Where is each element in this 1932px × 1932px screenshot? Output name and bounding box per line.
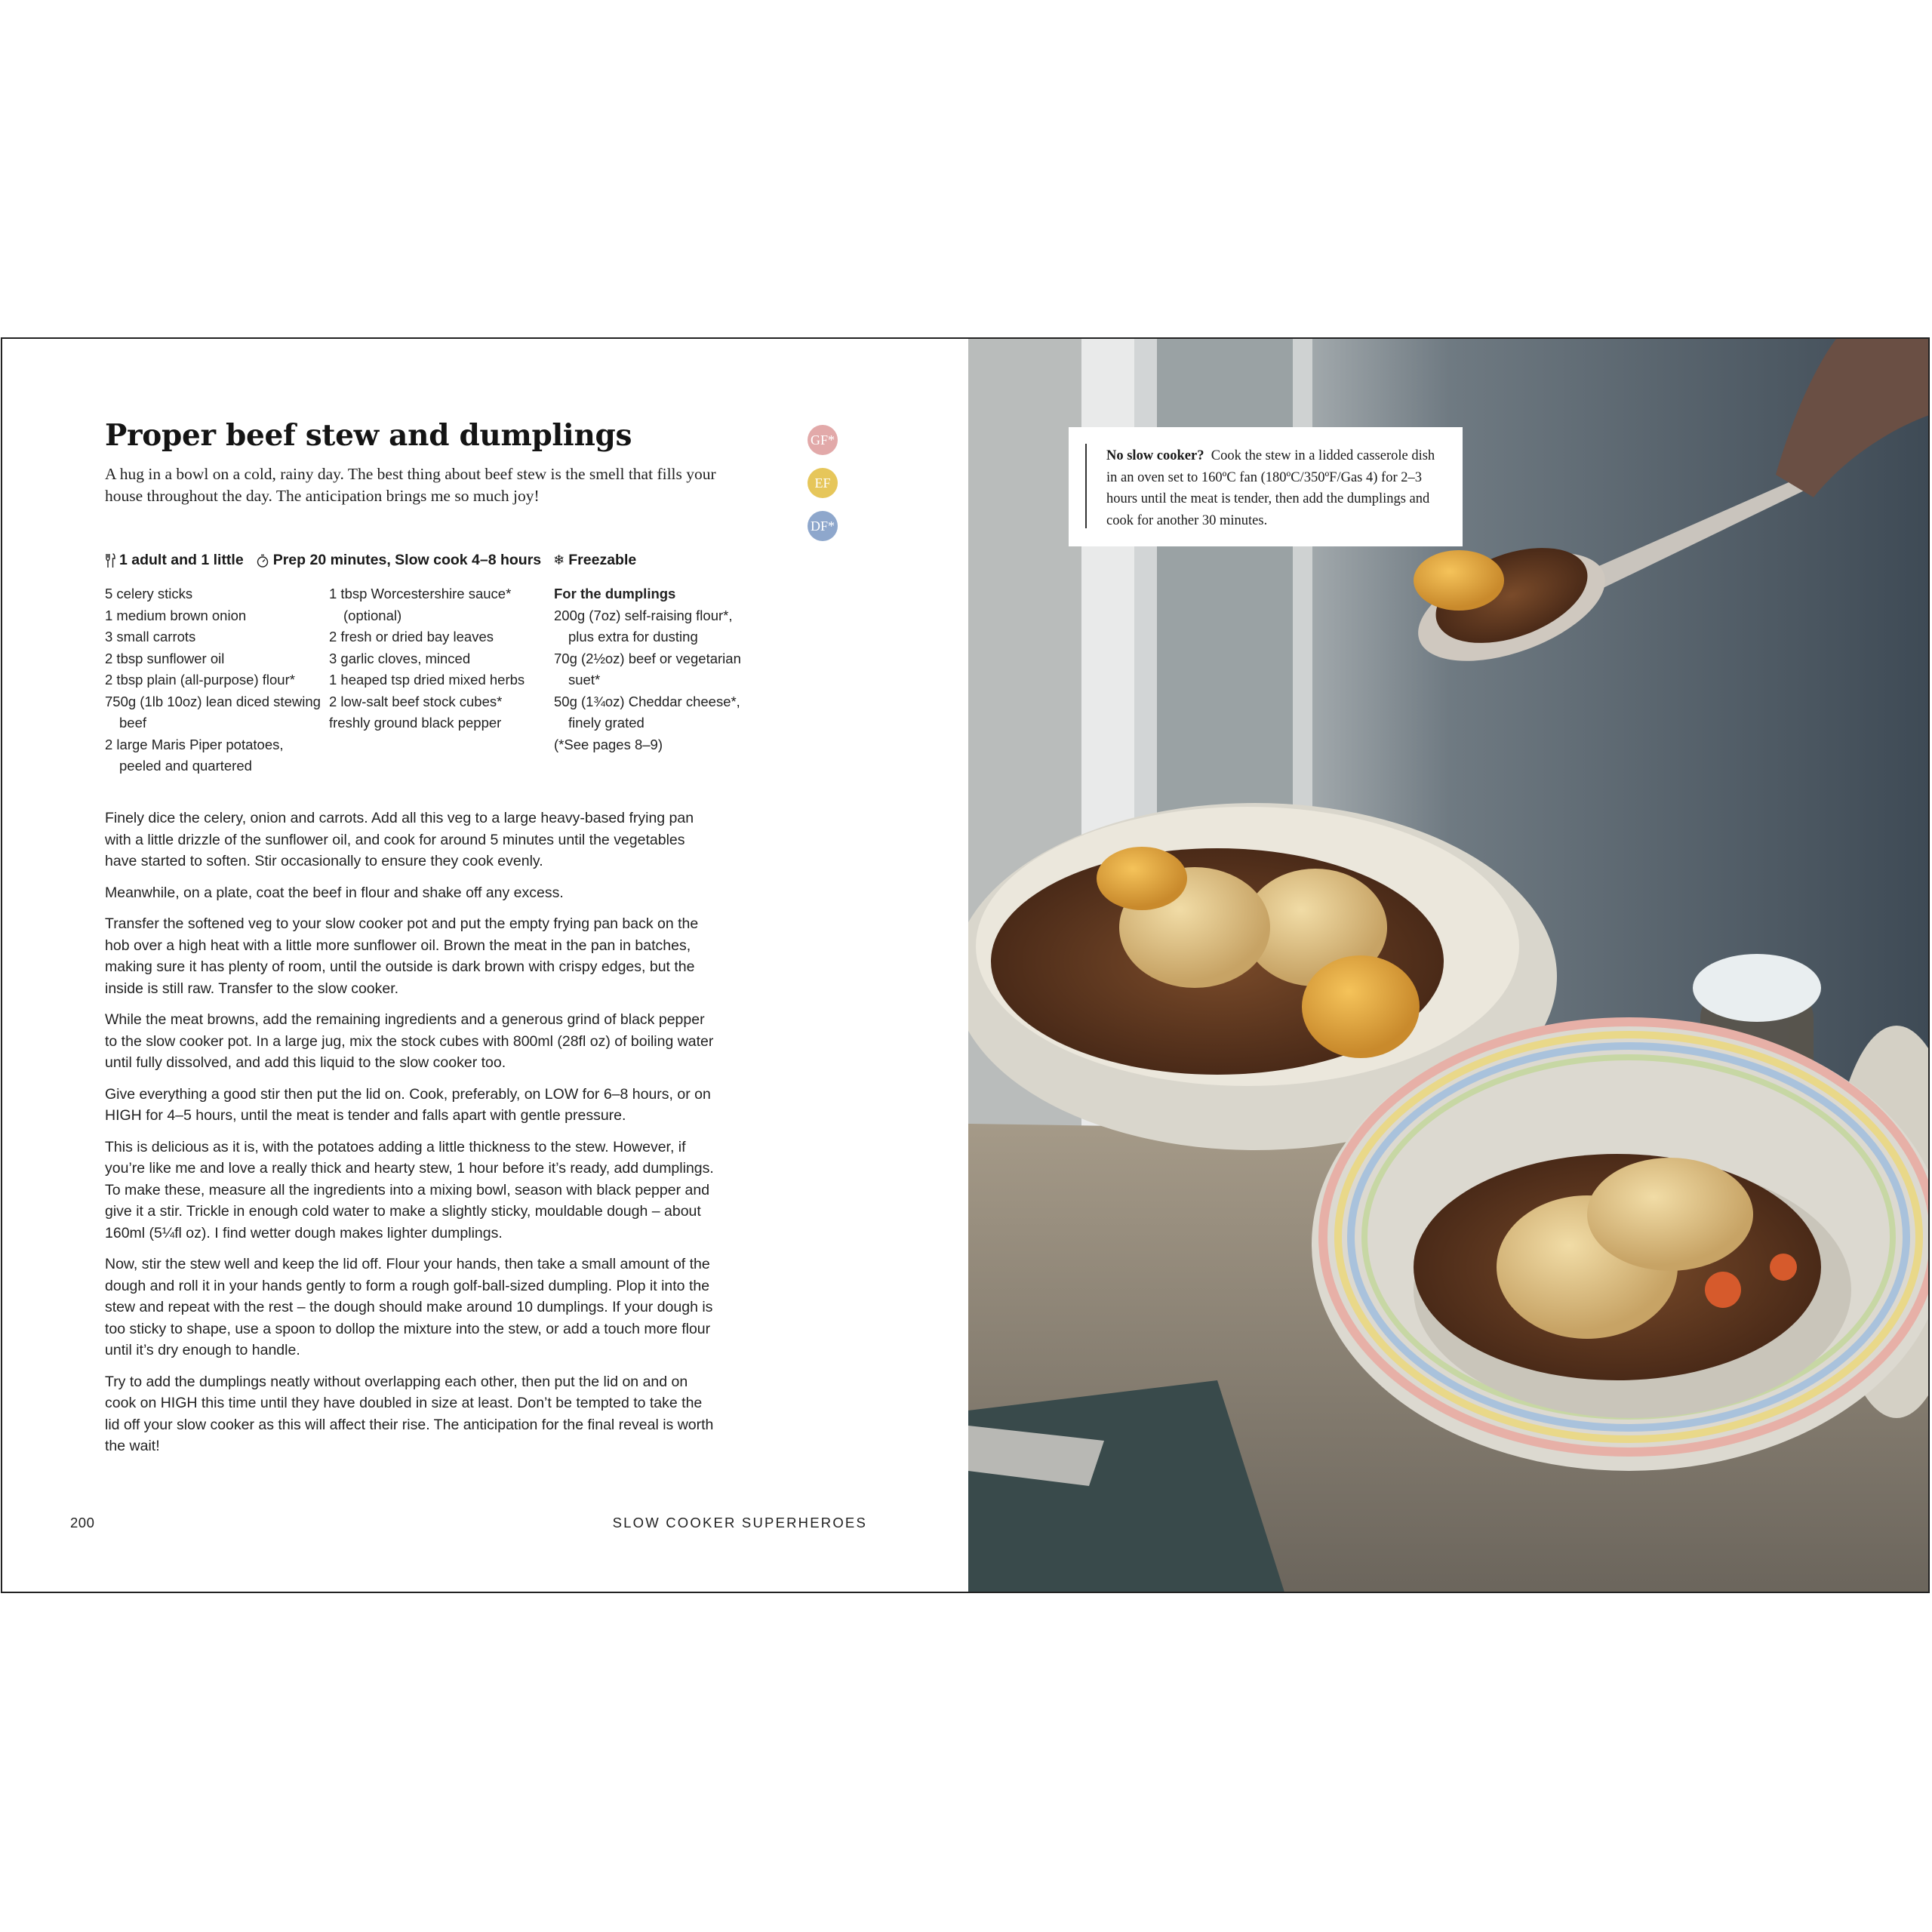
egg-free-badge-label: EF (814, 475, 831, 491)
ingredients-list-2 (329, 583, 537, 734)
book-spread (1, 337, 1930, 1593)
ingredient: freshly ground black pepper (329, 715, 502, 731)
method-step: Finely dice the celery, onion and carrots. Add all this veg to a large heavy-based frying pan with a little drizzle of the sunflower oil, and cook for around 5 minutes until the vegetables have started to soften. Stir occasionally to ensure they cook evenly. (105, 810, 694, 869)
tip-text: Cook the stew in a lidded casserole dish in an oven set to 160ºC fan (180ºC/350ºF/Gas 4) for 2–3 hours until the meat is tender, then add the dumplings and cook for another 30 minutes. (1106, 448, 1435, 528)
dairy-free-badge-label: DF* (810, 518, 835, 534)
method-step: Transfer the softened veg to your slow cooker pot and put the empty frying pan back on the hob over a high heat with a little more sunflower oil. Brown the meat in the pan in batches, making sure it has plenty of room, until the outside is dark brown with crispy edges, but the inside is still raw. Transfer to the slow cooker. (105, 915, 699, 997)
method-step: Meanwhile, on a plate, coat the beef in flour and shake off any excess. (105, 884, 564, 901)
ingredient: 1 medium brown onion (105, 607, 247, 623)
recipe-intro: A hug in a bowl on a cold, rainy day. The best thing about beef stew is the smell that fills your house throughout the day. The anticipation brings me so much joy! (105, 465, 716, 505)
gluten-free-badge (808, 425, 838, 455)
running-footer: SLOW COOKER SUPERHEROES (612, 1515, 867, 1531)
tip-lead: No slow cooker? (1106, 448, 1204, 463)
snowflake-icon: ❄ (553, 552, 565, 568)
dumplings-heading: For the dumplings (554, 586, 676, 601)
timing (256, 552, 541, 569)
cutlery-icon (105, 553, 115, 568)
ingredients-list-1 (105, 583, 324, 777)
freezable (553, 552, 636, 569)
ingredient: 2 tbsp sunflower oil (105, 650, 225, 666)
dairy-free-badge (808, 511, 838, 541)
ingredient: 2 low-salt beef stock cubes* (329, 693, 503, 709)
ingredient: 200g (7oz) self-raising flour*, plus extra for dusting (554, 607, 733, 645)
ingredient: 2 tbsp plain (all-purpose) flour* (105, 672, 295, 688)
method-step: Give everything a good stir then put the lid on. Cook, preferably, on LOW for 6–8 hours, or on HIGH for 4–5 hours, until the meat is tender and falls apart with gentle pressure. (105, 1085, 711, 1124)
egg-free-badge (808, 468, 838, 498)
ingredient: 3 small carrots (105, 629, 196, 645)
recipe-page (2, 339, 968, 1592)
ingredient-note: (*See pages 8–9) (554, 736, 663, 752)
ingredient: 70g (2½oz) beef or vegetarian suet* (554, 650, 741, 688)
freezable-text: Freezable (568, 552, 637, 568)
method-step: Try to add the dumplings neatly without overlapping each other, then put the lid on and on cook on HIGH this time until they have doubled in size at least. Don’t be tempted to take the lid off your slow cooker as this will affect their rise. The anticipation for the final reveal is worth the wait! (105, 1373, 714, 1454)
ingredient: 2 fresh or dried bay leaves (329, 629, 494, 645)
ingredient: 1 tbsp Worcestershire sauce* (optional) (329, 586, 512, 623)
timing-text: Prep 20 minutes, Slow cook 4–8 hours (272, 552, 542, 568)
timer-icon (256, 553, 269, 568)
servings-text: 1 adult and 1 little (119, 552, 244, 568)
page-number: 200 (70, 1515, 95, 1531)
tip-box (1069, 427, 1463, 546)
ingredients-list-dumplings (554, 583, 758, 755)
method-step: This is delicious as it is, with the potatoes adding a little thickness to the stew. However, if you’re like me and love a really thick and hearty stew, 1 hour before it’s ready, add dumplings. To make these, measure all the ingredients into a mixing bowl, season with black pepper and give it a stir. Trickle in enough cold water to make a slightly sticky, mouldable dough – about 160ml (5¼fl oz). I find wetter dough makes lighter dumplings. (105, 1138, 714, 1241)
gluten-free-badge-label: GF* (810, 432, 835, 448)
ingredient: 1 heaped tsp dried mixed herbs (329, 672, 525, 688)
servings (105, 552, 244, 569)
ingredient: 3 garlic cloves, minced (329, 650, 471, 666)
method-step: While the meat browns, add the remaining ingredients and a generous grind of black pepper to the slow cooker pot. In a large jug, mix the stock cubes with 800ml (28fl oz) of boiling water until fully dissolved, and add this liquid to the slow cooker too. (105, 1011, 714, 1071)
ingredient: 5 celery sticks (105, 586, 193, 601)
recipe-title: Proper beef stew and dumplings (105, 418, 632, 453)
method (105, 808, 718, 1467)
method-step: Now, stir the stew well and keep the lid off. Flour your hands, then take a small amount of the dough and roll it in your hands gently to form a rough golf-ball-sized dumpling. Plop it into the stew and repeat with the rest – the dough should make around 10 dumplings. If your dough is too sticky to shape, use a spoon to dollop the mixture into the stew, or add a touch more flour until it’s dry enough to handle. (105, 1256, 713, 1358)
recipe-meta (105, 552, 636, 569)
stew-photo (968, 339, 1930, 1592)
ingredient: 50g (1¾oz) Cheddar cheese*, finely grated (554, 693, 740, 731)
ingredient: 750g (1lb 10oz) lean diced stewing beef (105, 693, 321, 731)
ingredient: 2 large Maris Piper potatoes, peeled and quartered (105, 736, 284, 774)
